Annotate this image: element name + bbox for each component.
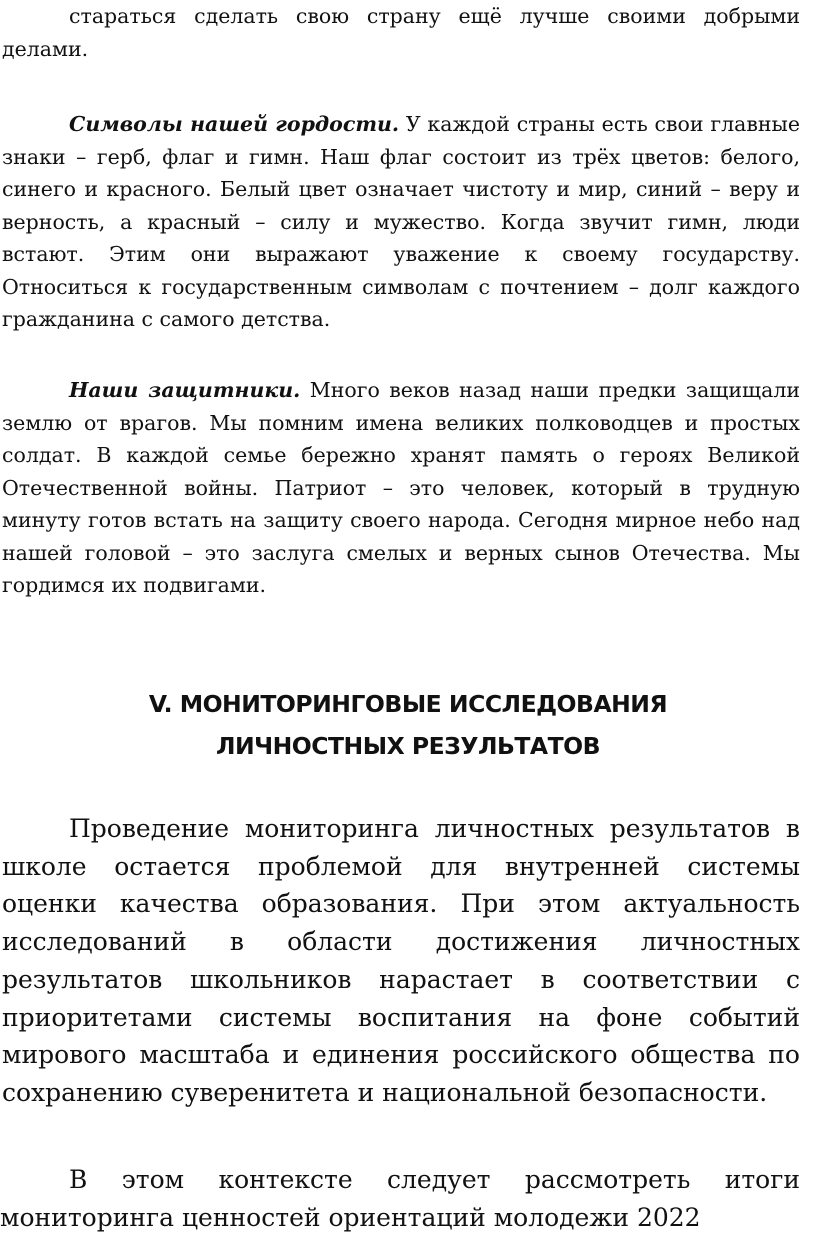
symbols-lead-in: Символы нашей гордости. xyxy=(69,112,400,136)
defenders-paragraph xyxy=(2,374,800,602)
monitoring-paragraph: Проведение мониторинга личностных результатов в школе остается проблемой для внутренней системы оценки качества образования. При этом актуальность исследований в области достижения личностных результатов школьников нарастает в соответствии с приоритетами системы воспитания на фоне событий мирового масштаба и единения российского общества по сохранению суверенитета и национальной безопасности. xyxy=(2,814,800,1107)
section-heading-line-2: ЛИЧНОСТНЫХ РЕЗУЛЬТАТОВ xyxy=(215,732,601,760)
continuation-text: стараться сделать свою страну ещё лучше своими добрыми делами. xyxy=(2,4,800,61)
context-paragraph-line-2: мониторинга ценностей ориентаций молодежи 2022 xyxy=(0,1203,701,1232)
symbols-paragraph xyxy=(2,108,800,336)
defenders-text: Много веков назад наши предки защищали землю от врагов. Мы помним имена великих полководцев и простых солдат. В каждой семье бережно хранят память о героях Великой Отечественной войны. Патриот – это человек, который в трудную минуту готов встать на защиту своего народа. Сегодня мирное небо над нашей головой – это заслуга смелых и верных сынов Отечества. Мы гордимся их подвигами. xyxy=(2,378,800,597)
context-paragraph-line-1: В этом контексте следует рассмотреть итоги xyxy=(69,1165,800,1194)
section-heading-line-1: V. МОНИТОРИНГОВЫЕ ИССЛЕДОВАНИЯ xyxy=(148,690,668,718)
defenders-lead-in: Наши защитники. xyxy=(69,378,301,402)
continuation-paragraph xyxy=(2,0,800,65)
symbols-text: У каждой страны есть свои главные знаки – герб, флаг и гимн. Наш флаг состоит из трёх цветов: белого, синего и красного. Белый цвет означает чистоту и мир, синий – веру и верность, а красный – силу и мужество. Когда звучит гимн, люди встают. Этим они выражают уважение к своему государству. Относиться к государственным символам с почтением – долг каждого гражданина с самого детства. xyxy=(2,112,800,331)
